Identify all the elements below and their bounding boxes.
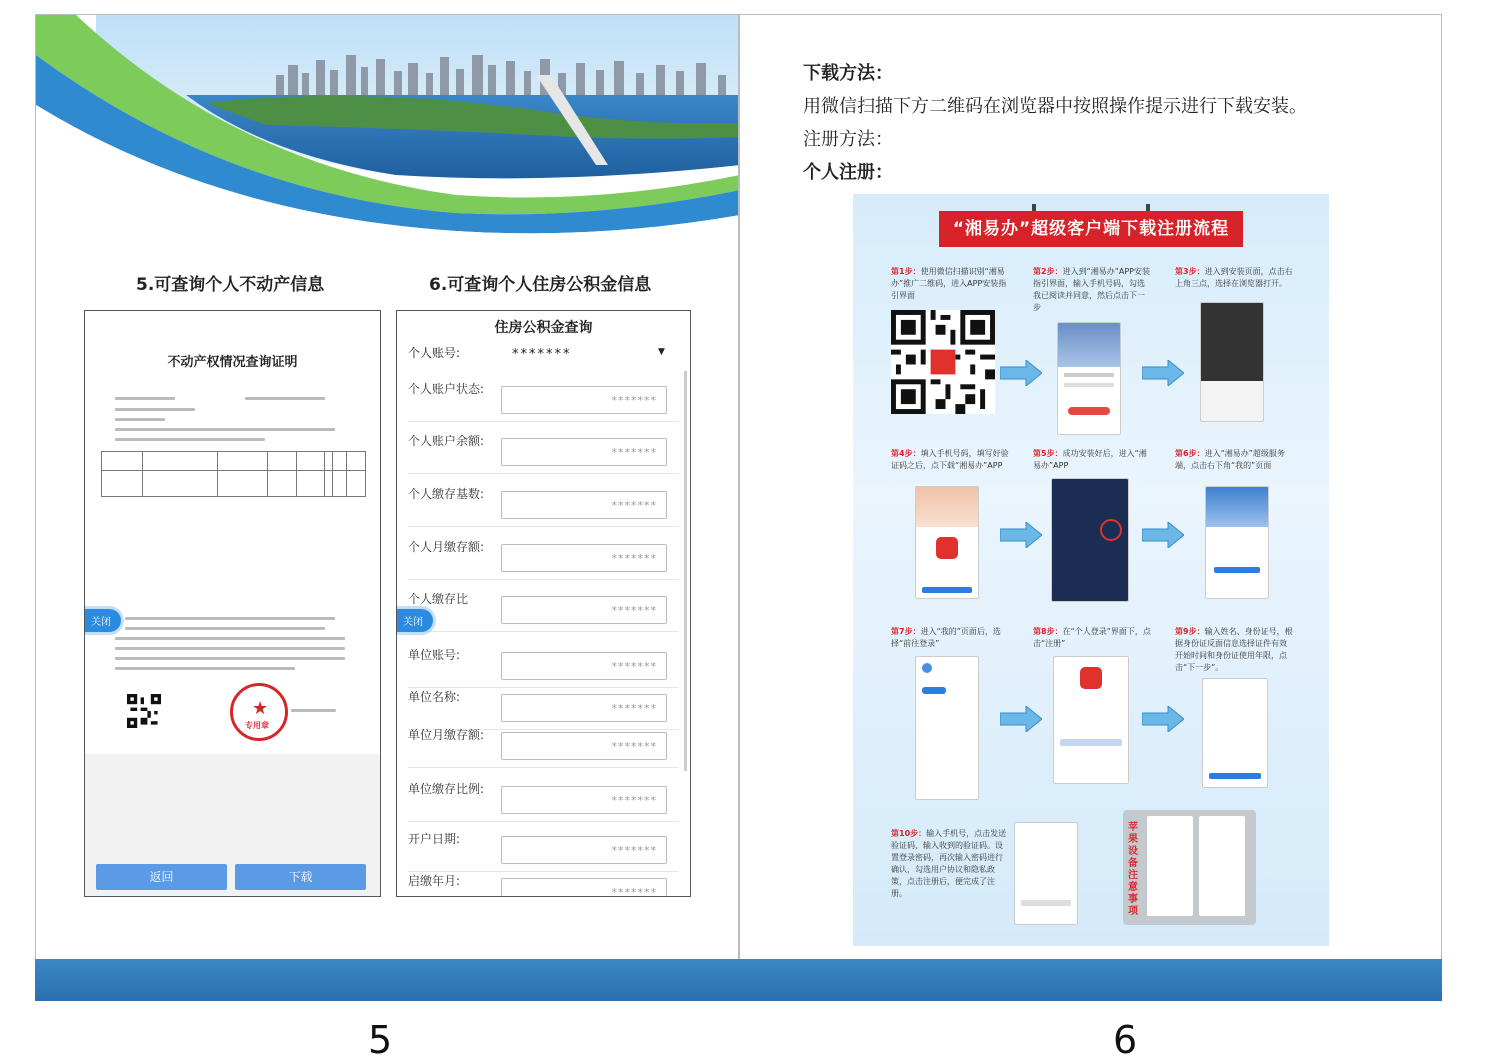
step-description: 进入“湘易办”超级服务端，点击右下角“我的”页面 bbox=[1175, 449, 1285, 470]
arrow-right-icon bbox=[1000, 706, 1042, 732]
row-divider bbox=[408, 687, 679, 688]
account-select-value[interactable]: ******* bbox=[512, 347, 572, 362]
step-description: 成功安装好后，进入“湘易办”APP bbox=[1033, 449, 1147, 470]
fund-row-value: ******* bbox=[501, 652, 667, 680]
step-5-text bbox=[1033, 448, 1151, 472]
section5-title: 5.可查询个人不动产信息 bbox=[136, 275, 325, 295]
blurred-text bbox=[115, 657, 345, 660]
step-description: 进入到安装页面，点击右上角三点，选择在浏览器打开。 bbox=[1175, 267, 1293, 288]
blurred-text bbox=[115, 397, 175, 400]
fund-row-value: ******* bbox=[501, 491, 667, 519]
phone-screenshot-step3 bbox=[1200, 302, 1264, 422]
blurred-text bbox=[115, 637, 345, 640]
fund-row-value: ******* bbox=[501, 596, 667, 624]
phone-screenshot-step7 bbox=[915, 656, 979, 800]
blurred-text bbox=[115, 408, 195, 411]
row-divider bbox=[408, 526, 679, 527]
fund-row-value: ******* bbox=[501, 438, 667, 466]
phone-screenshot-step9 bbox=[1202, 678, 1268, 788]
fund-row-value: ******* bbox=[501, 786, 667, 814]
city-banner-image bbox=[36, 15, 739, 245]
fund-query-title: 住房公积金查询 bbox=[494, 320, 593, 336]
row-divider bbox=[408, 473, 679, 474]
blurred-text bbox=[125, 627, 325, 630]
page-6 bbox=[739, 14, 1442, 1001]
row-divider bbox=[408, 631, 679, 632]
page-5 bbox=[35, 14, 739, 1001]
step-4-text bbox=[891, 448, 1009, 472]
step-number: 第8步： bbox=[1033, 627, 1063, 636]
fund-row-label: 个人账户状态: bbox=[408, 382, 485, 396]
step-2-text bbox=[1033, 266, 1151, 314]
download-instructions: 用微信扫描下方二维码在浏览器中按照操作提示进行下载安装。 bbox=[803, 96, 1307, 117]
step-number: 第3步： bbox=[1175, 267, 1205, 276]
step-number: 第5步： bbox=[1033, 449, 1063, 458]
account-label: 个人账号: bbox=[408, 346, 461, 360]
qr-code-icon bbox=[891, 310, 995, 414]
register-heading: 注册方法： bbox=[803, 129, 893, 150]
footer-band bbox=[35, 959, 1442, 1001]
arrow-right-icon bbox=[1000, 522, 1042, 548]
fund-row-label: 开户日期: bbox=[408, 832, 461, 846]
download-button[interactable]: 下载 bbox=[235, 864, 366, 890]
phone-screenshot-step10 bbox=[1014, 822, 1078, 925]
step-number: 第2步： bbox=[1033, 267, 1063, 276]
fund-row-label: 个人缴存基数: bbox=[408, 487, 485, 501]
fund-row-value: ******* bbox=[501, 878, 667, 897]
certificate-action-bar bbox=[85, 754, 380, 896]
fund-row-label: 个人账户余额: bbox=[408, 434, 485, 448]
step-number: 第7步： bbox=[891, 627, 921, 636]
fund-row-value: ******* bbox=[501, 732, 667, 760]
section6-title: 6.可查询个人住房公积金信息 bbox=[429, 275, 652, 295]
phone-screenshot-step8 bbox=[1053, 656, 1129, 784]
step-number: 第10步： bbox=[891, 829, 927, 838]
step-8-text bbox=[1033, 626, 1151, 650]
step-number: 第4步： bbox=[891, 449, 921, 458]
page-number-5: 5 bbox=[368, 1018, 393, 1062]
step-description: 在“个人登录”界面下，点击“注册” bbox=[1033, 627, 1151, 648]
apple-note-label: 苹果设备注意事项 bbox=[1128, 822, 1138, 917]
step-description: 使用微信扫描识别“湘易办”推广二维码，进入APP安装指引界面 bbox=[891, 267, 1007, 300]
chevron-down-icon[interactable]: ▼ bbox=[658, 347, 665, 357]
fund-row-label: 单位名称: bbox=[408, 690, 461, 704]
fund-row-value: ******* bbox=[501, 544, 667, 572]
arrow-right-icon bbox=[1142, 522, 1184, 548]
blurred-text bbox=[115, 438, 265, 441]
poster-title: “湘易办”超级客户端下载注册流程 bbox=[939, 211, 1243, 247]
certificate-table bbox=[101, 451, 366, 497]
step-description: 进入“我的”页面后，选择“前往登录” bbox=[891, 627, 1001, 648]
personal-register-heading: 个人注册： bbox=[803, 162, 893, 183]
step-9-text bbox=[1175, 626, 1293, 674]
step-number: 第6步： bbox=[1175, 449, 1205, 458]
blurred-text bbox=[245, 397, 325, 400]
blurred-text bbox=[115, 428, 335, 431]
step-description: 输入手机号，点击发送验证码，输入收到的验证码。设置登录密码，再次输入密码进行确认，勾选用户协议和隐私政策，点击注册后，便完成了注册。 bbox=[891, 829, 1007, 898]
download-heading: 下载方法： bbox=[803, 63, 893, 84]
blurred-text bbox=[125, 617, 335, 620]
scrollbar[interactable] bbox=[684, 371, 687, 771]
step-7-text bbox=[891, 626, 1009, 650]
official-stamp-icon: ★ 专用章 bbox=[230, 683, 288, 741]
step-description: 输入姓名、身份证号，根据身份证反面信息选择证件有效开始时间和身份证使用年限，点击“下一步”。 bbox=[1175, 627, 1293, 672]
phone-screenshot-step2 bbox=[1057, 322, 1121, 435]
blurred-text bbox=[115, 667, 295, 670]
step-number: 第9步： bbox=[1175, 627, 1205, 636]
close-button[interactable]: 关闭 bbox=[85, 609, 121, 632]
step-number: 第1步： bbox=[891, 267, 921, 276]
arrow-right-icon bbox=[1000, 360, 1042, 386]
qr-code-icon bbox=[127, 694, 161, 728]
real-estate-certificate bbox=[84, 310, 381, 897]
fund-row-label: 单位月缴存额: bbox=[408, 728, 485, 742]
apple-device-notes bbox=[1123, 810, 1256, 925]
phone-screenshot-step5 bbox=[1051, 478, 1129, 602]
fund-row-value: ******* bbox=[501, 836, 667, 864]
back-button[interactable]: 返回 bbox=[96, 864, 227, 890]
row-divider bbox=[408, 767, 679, 768]
fund-row-label: 个人月缴存额: bbox=[408, 540, 485, 554]
close-button[interactable]: 关闭 bbox=[397, 609, 433, 632]
housing-fund-query bbox=[396, 310, 691, 897]
registration-flow-poster bbox=[853, 194, 1329, 946]
fund-row-label: 个人缴存比 bbox=[408, 592, 469, 606]
row-divider bbox=[408, 821, 679, 822]
fund-row-label: 单位账号: bbox=[408, 648, 461, 662]
fund-row-label: 单位缴存比例: bbox=[408, 782, 485, 796]
fund-row-value: ******* bbox=[501, 386, 667, 414]
phone-screenshot-step6 bbox=[1205, 486, 1269, 599]
blurred-text bbox=[115, 418, 165, 421]
phone-screenshot-step4 bbox=[915, 486, 979, 599]
page-number-6: 6 bbox=[1113, 1018, 1138, 1062]
step-description: 填入手机号码，填写好验证码之后，点下载“湘易办”APP bbox=[891, 449, 1009, 470]
step-6-text bbox=[1175, 448, 1293, 472]
blurred-text bbox=[291, 709, 336, 712]
fund-row-label: 启缴年月: bbox=[408, 874, 461, 888]
arrow-right-icon bbox=[1142, 706, 1184, 732]
row-divider bbox=[408, 871, 679, 872]
certificate-title: 不动产权情况查询证明 bbox=[167, 355, 298, 370]
step-3-text bbox=[1175, 266, 1293, 290]
row-divider bbox=[408, 579, 679, 580]
row-divider bbox=[408, 421, 679, 422]
step-1-text bbox=[891, 266, 1009, 302]
arrow-right-icon bbox=[1142, 360, 1184, 386]
step-10-text bbox=[891, 828, 1009, 900]
step-description: 进入到“湘易办”APP安装指引界面，输入手机号码，勾选我已阅读并同意，然后点击下一步 bbox=[1033, 267, 1150, 312]
blurred-text bbox=[115, 647, 345, 650]
fund-row-value: ******* bbox=[501, 694, 667, 722]
